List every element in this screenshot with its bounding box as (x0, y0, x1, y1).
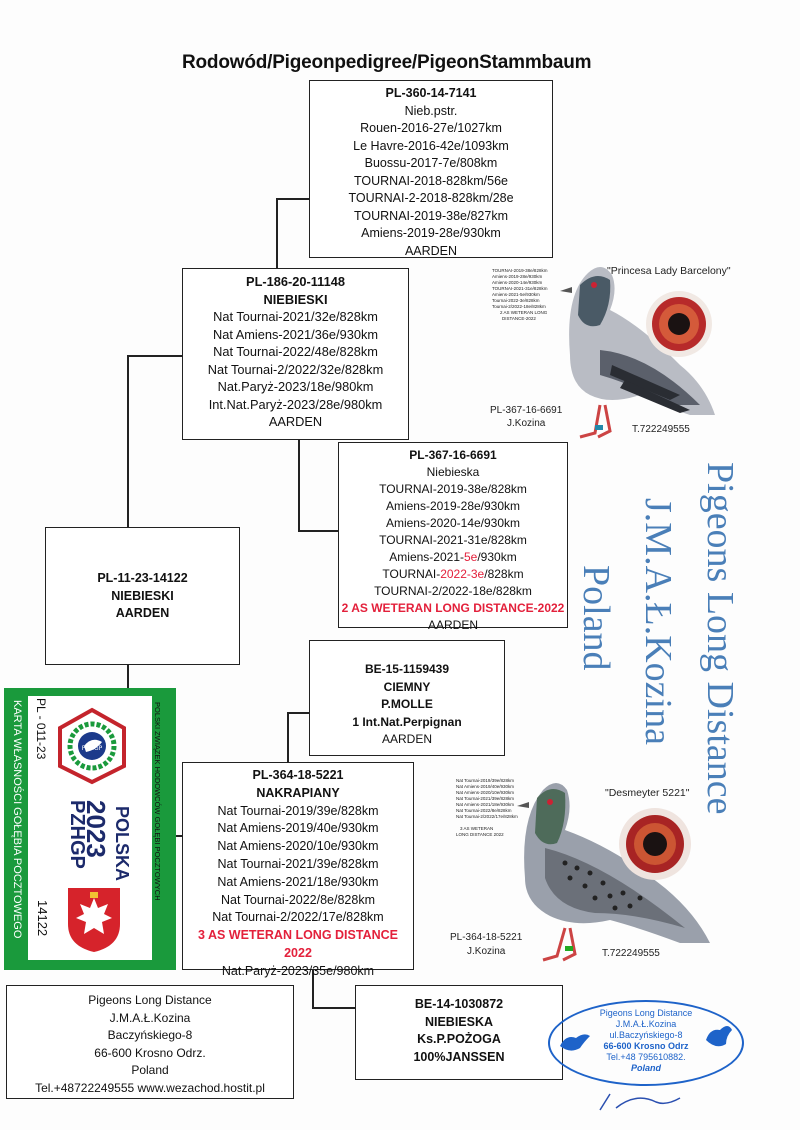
pzhgp-logo-icon (56, 706, 128, 784)
text-part: /828km (484, 567, 524, 581)
pigeon-ring: PL-364-18-5221 (450, 932, 523, 943)
vertical-title-line-2: J.M.A.Ł.Kozina (637, 498, 679, 745)
pigeon-owner: J.Kozina (507, 418, 546, 429)
text-line: TOURNAI-2018-828km/56e (353, 173, 508, 188)
mini-line: Nat Amiens-2019/40e/930km (456, 784, 515, 789)
text-line: 100%JANSSEN (413, 1049, 505, 1064)
mini-line: Amiens-2019-28e/930km (492, 274, 543, 279)
text-line: TOURNAI-2-2018-828km/28e (348, 191, 514, 205)
pigeon-ring: PL-367-16-6691 (490, 405, 563, 416)
mini-line: Nat Amiens-2021/18e/930km (456, 802, 515, 807)
card-year: 2023 (81, 800, 111, 858)
pigeon-eye-2 (618, 807, 692, 881)
address-line: Poland (131, 1063, 169, 1077)
connector-line (276, 198, 278, 268)
mini-line: TOURNAI-2019-38e/828km (492, 268, 548, 273)
ring-number: PL-364-18-5221 (252, 768, 344, 782)
text-part: Amiens-2021- (389, 550, 464, 564)
color-label: NIEBIESKI (263, 291, 328, 307)
ring-number: PL-186-20-11148 (246, 274, 345, 289)
connector-line (312, 1007, 355, 1009)
color-label: NIEBIESKA (424, 1014, 494, 1029)
card-polska: POLSKA (112, 806, 132, 882)
highlight: 2022-3e (440, 567, 485, 581)
address-line: Baczyńskiego-8 (107, 1028, 193, 1042)
pigeon-tel: T.722249555 (632, 424, 690, 435)
text-line: Amiens-2020-14e/930km (385, 516, 521, 530)
text-line: Amiens-2019-28e/930km (361, 226, 501, 240)
text-line: AARDEN (427, 618, 478, 632)
text-line: Nat Amiens-2021/36e/930km (212, 326, 379, 342)
connector-line (276, 198, 309, 200)
mini-line: 2 AS WETERAN LONG (500, 310, 548, 315)
color-label: NAKRAPIANY (256, 785, 340, 800)
address-line: J.M.A.Ł.Kozina (109, 1010, 191, 1025)
breeder: Ks.P.POŻOGA (417, 1032, 501, 1046)
connector-line (287, 712, 309, 714)
mini-line: Amiens-2020-14e/930km (492, 280, 543, 285)
text-line: Nat Amiens-2020/10e/930km (217, 839, 379, 854)
text-line: AARDEN (268, 414, 323, 429)
card-number: 14122 (35, 900, 50, 937)
text-line (339, 566, 567, 583)
text-line: Nat.Paryż-2023/18e/980km (217, 379, 374, 394)
breeder: P.MOLLE (381, 697, 433, 711)
text-line: Nat Tournai-2022/48e/828km (213, 344, 378, 359)
pigeon-tel: T.722249555 (602, 948, 660, 959)
pigeon-name: "Princesa Lady Barcelony" (607, 265, 731, 277)
address-line: 66-600 Krosno Odrz. (94, 1045, 206, 1060)
logo-text: PZHGP (81, 745, 103, 752)
mini-line: 3 AS WETERAN (460, 826, 494, 831)
stamp-line: Tel.+48 795610882. (606, 1052, 686, 1062)
text-line: Nat Amiens-2019/40e/930km (217, 821, 379, 836)
card-pl: PL - 011-23 (34, 698, 48, 760)
pedigree-box-dam (182, 762, 414, 978)
mini-line: LONG DISTANCE 2022 (456, 832, 504, 837)
card-title: KARTA WŁASNOŚCI GOŁĘBIA POCZTOWEGO (11, 700, 23, 939)
stamp-pigeon-icon (700, 1020, 736, 1054)
pedigree-box-be2 (355, 985, 563, 1080)
text-line: Nat Tournai-2021/32e/828km (213, 309, 378, 324)
vertical-title-line-3: Poland (575, 565, 617, 671)
text-line: Nat Tournai-2022/8e/828km (220, 892, 376, 907)
connector-line (127, 355, 129, 527)
ownership-card (4, 688, 176, 970)
text-part: /930km (477, 550, 517, 564)
ring-number: BE-14-1030872 (414, 997, 504, 1011)
connector-line (127, 355, 182, 357)
mini-line: Tournai-2022-3e/828km (492, 298, 540, 303)
text-line: AARDEN (404, 243, 458, 258)
polish-eagle-icon (64, 884, 124, 954)
mini-line: Nat Amiens-2020/10e/930km (456, 790, 515, 795)
mini-line: Amiens-2021-5e/930km (492, 292, 540, 297)
result: 1 Int.Nat.Perpignan (352, 714, 462, 729)
pedigree-box-main (45, 527, 240, 665)
highlight: 5e (463, 550, 478, 564)
stamp-line: J.M.A.Ł.Kozina (615, 1019, 677, 1029)
award-text: 3 AS WETERAN LONG DISTANCE 2022 (197, 928, 398, 960)
pigeon-name: "Desmeyter 5221" (605, 787, 690, 799)
connector-line (298, 440, 300, 530)
text-line: Nat Tournai-2021/39e/828km (217, 856, 379, 871)
pedigree-box-sire (182, 268, 409, 440)
mini-line: DISTANCE-2022 (502, 316, 536, 321)
connector-line (127, 665, 129, 688)
text-line: Amiens-2019-28e/930km (385, 499, 521, 513)
stamp-line: ul.Baczyńskiego-8 (609, 1030, 683, 1040)
text-line: AARDEN (115, 606, 170, 620)
text-line: Nieb.pstr. (404, 103, 458, 118)
award-text: 2 AS WETERAN LONG DISTANCE-2022 (341, 601, 565, 615)
text-line: Int.Nat.Paryż-2023/28e/980km (208, 396, 383, 412)
ring-number: PL-11-23-14122 (97, 571, 188, 585)
pigeon-eye-1 (645, 290, 713, 358)
ring-number: PL-360-14-7141 (385, 86, 477, 100)
address-line: Pigeons Long Distance (88, 993, 212, 1007)
mini-line: Nat Tournai-2/2022/17e/828km (456, 814, 518, 819)
address-line: Tel.+48722249555 www.wezachod.hostit.pl (35, 1080, 265, 1095)
ring-number: PL-367-16-6691 (409, 448, 497, 462)
text-line: Nat Amiens-2021/18e/930km (217, 874, 379, 889)
text-line: TOURNAI-2019-38e/828km (379, 482, 527, 496)
text-line: Niebieska (426, 465, 480, 479)
page-title: Rodowód/Pigeonpedigree/PigeonStammbaum (182, 52, 592, 73)
pedigree-box-grandsire (309, 80, 553, 258)
address-box (6, 985, 294, 1099)
text-line: TOURNAI-2019-38e/827km (353, 208, 508, 223)
card-org: POLSKI ZWIĄZEK HODOWCÓW GOŁĘBI POCZTOWYCH (153, 702, 162, 901)
text-line: Nat Tournai-2/2022/17e/828km (212, 910, 384, 925)
text-line: Le Havre-2016-42e/1093km (353, 138, 509, 153)
stamp-line: Pigeons Long Distance (599, 1008, 693, 1018)
pigeon-owner: J.Kozina (467, 946, 506, 957)
text-line (339, 549, 567, 566)
color-label: CIEMNY (383, 679, 431, 694)
vertical-title-line-1: Pigeons Long Distance (699, 462, 741, 815)
connector-line (287, 712, 289, 762)
pedigree-box-granddam (338, 442, 568, 632)
stamp-line: 66-600 Krosno Odrz (603, 1041, 689, 1051)
text-line: Buossu-2017-7e/808km (364, 156, 498, 170)
mini-line: Tournai-2/2022-18e/828km (492, 304, 546, 309)
text-line: Nat.Paryż-2023/35e/980km (221, 963, 375, 978)
text-line: Nat Tournai-2/2022/32e/828km (207, 361, 384, 377)
text-line: TOURNAI-2021-31e/828km (379, 533, 527, 547)
text-line: TOURNAI-2/2022-18e/828km (374, 584, 532, 598)
mini-line: Nat Tournai-2021/39e/828km (456, 796, 514, 801)
text-line: AARDEN (381, 732, 432, 746)
stamp-line: Poland (630, 1063, 661, 1073)
pedigree-box-be1 (309, 640, 505, 756)
connector-line (298, 530, 338, 532)
text-line: Nat Tournai-2019/39e/828km (217, 803, 379, 818)
text-line: Rouen-2016-27e/1027km (360, 121, 502, 135)
mini-line: Nat Tournai-2019/39e/828km (456, 778, 514, 783)
card-pzhgp: PZHGP (66, 800, 88, 869)
signature-icon (596, 1088, 686, 1114)
ring-number: BE-15-1159439 (364, 662, 450, 676)
text-part: TOURNAI- (382, 567, 441, 581)
mini-line: Nat Tournai-2022/8e/828km (456, 808, 512, 813)
color-label: NIEBIESKI (111, 588, 174, 603)
stamp-pigeon-icon (556, 1028, 592, 1058)
mini-line: TOURNAI-2021-31e/828km (492, 286, 548, 291)
